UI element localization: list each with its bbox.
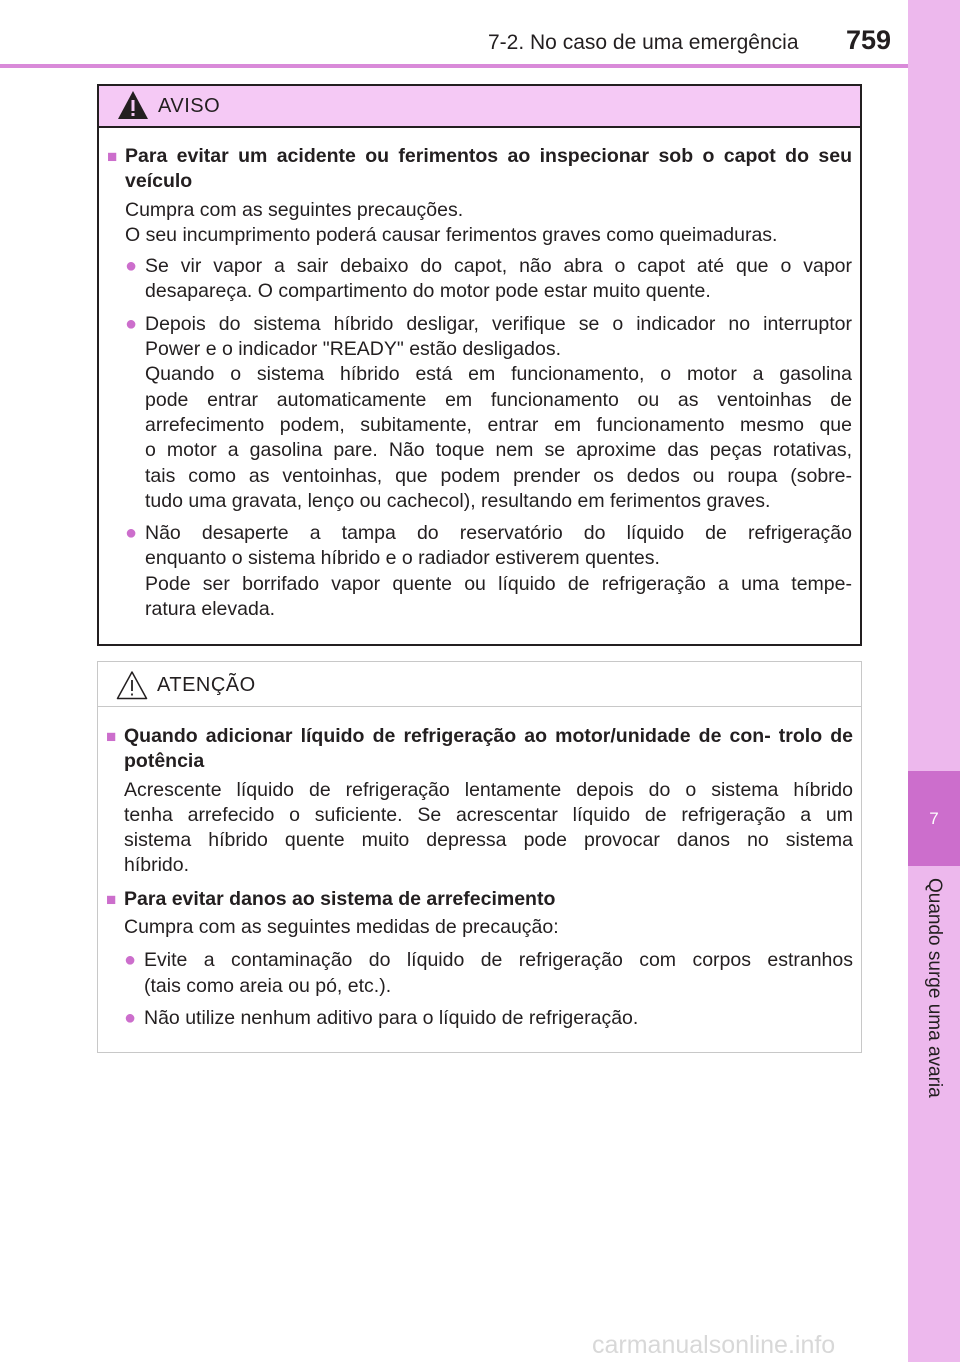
text-line: desapareça. O compartimento do motor pode estar muito quente. [145,280,711,303]
page-number: 759 [846,25,892,55]
text-line: Quando o sistema híbrido está em funcionamento, o motor a gasolina [145,363,852,386]
text-line: sistema híbrido quente muito depressa pode provocar danos no sistema [124,829,853,852]
round-bullet-icon: ● [125,312,138,335]
text-line: Pode ser borrifado vapor quente ou líquido de refrigeração a uma tempe- [145,572,852,595]
text-line: Power e o indicador "READY" estão desligados. [145,338,561,361]
text-line: Depois do sistema híbrido desligar, verifique se o indicador no interruptor [145,312,852,335]
text-line: enquanto o sistema híbrido e o radiador estiverem quentes. [145,547,660,570]
atencao-bullet [124,948,853,999]
text-line: híbrido. [124,854,190,877]
text-line: Não utilize nenhum aditivo para o líquido de refrigeração. [144,1006,639,1029]
aviso-bullet [125,521,852,622]
atencao-bullet-text [144,1006,853,1031]
text-line: tudo uma gravata, lenço ou cachecol), resultando em ferimentos graves. [145,489,771,512]
text-line: Se vir vapor a sair debaixo do capot, não abra o capot até que o vapor [145,255,852,278]
text-line: o motor a gasolina pare. Não toque nem se aproxime das peças rotativas, [145,439,852,462]
text-line: ratura elevada. [145,598,276,621]
text-line: tenha arrefecido o suficiente. Se acrescentar líquido de refrigeração a um [124,803,853,826]
text-line: Cumpra com as seguintes medidas de precaução: [124,916,559,939]
text-line: pode entrar automaticamente em funcionamento ou as ventoinhas de [145,388,852,411]
atencao-paragraph [124,778,853,879]
site-watermark: carmanualsonline.info [592,1331,836,1359]
aviso-heading-text: Para evitar um acidente ou ferimentos ao inspecionar sob o capot do seu veículo [125,145,852,193]
atencao-body [98,707,861,1031]
text-line: Acrescente líquido de refrigeração lentamente depois do o sistema híbrido [124,778,853,801]
header-rule [0,64,908,68]
round-bullet-icon: ● [125,255,138,278]
round-bullet-icon: ● [124,1006,137,1029]
aviso-box [97,84,862,646]
aviso-heading [107,144,852,195]
aviso-intro-line: Cumpra com as seguintes precauções. [125,198,464,221]
aviso-bullet-text [145,521,852,622]
chapter-number-tab[interactable]: 7 [908,771,960,866]
atencao-box [97,661,862,1053]
text-line: arrefecimento podem, subitamente, entrar em funcionamento mesmo que [145,413,852,436]
atencao-title: ATENÇÃO [157,674,256,696]
square-bullet-icon: ■ [107,147,118,166]
text-line: tais como as ventoinhas, que podem prender os dedos ou roupa (sobre- [145,464,852,487]
text-line: Evite a contaminação do líquido de refrigeração com corpos estranhos [144,949,853,972]
text-line: Não desaperte a tampa do reservatório do líquido de refrigeração [145,522,852,545]
aviso-intro-line: O seu incumprimento poderá causar ferimentos graves como queimaduras. [125,223,778,246]
aviso-intro [125,198,852,249]
text-line: (tais como areia ou pó, etc.). [144,974,392,997]
square-bullet-icon: ■ [106,727,117,746]
aviso-bullet-text [145,312,852,514]
aviso-body [99,128,860,622]
atencao-bullet-text [144,948,853,999]
aviso-title: AVISO [158,95,221,117]
chapter-label: Quando surge uma avaria [924,878,945,1098]
atencao-heading-text: Para evitar danos ao sistema de arrefecimento [124,887,556,910]
caution-triangle-icon [116,670,148,700]
atencao-bullet [124,1006,853,1031]
atencao-paragraph [124,915,853,940]
atencao-header [98,662,861,707]
round-bullet-icon: ● [125,522,138,545]
warning-triangle-icon [117,90,149,120]
aviso-bullet [125,254,852,305]
round-bullet-icon: ● [124,949,137,972]
aviso-bullet-text [145,254,852,305]
aviso-header [99,86,860,128]
atencao-heading [106,724,853,775]
atencao-heading [106,887,853,912]
square-bullet-icon: ■ [106,889,117,909]
aviso-bullet [125,312,852,514]
atencao-heading-text: Quando adicionar líquido de refrigeração ao motor/unidade de con- trolo de potência [124,725,853,773]
section-title: 7-2. No caso de uma emergência [488,31,799,54]
chapter-side-tab [908,0,960,1362]
